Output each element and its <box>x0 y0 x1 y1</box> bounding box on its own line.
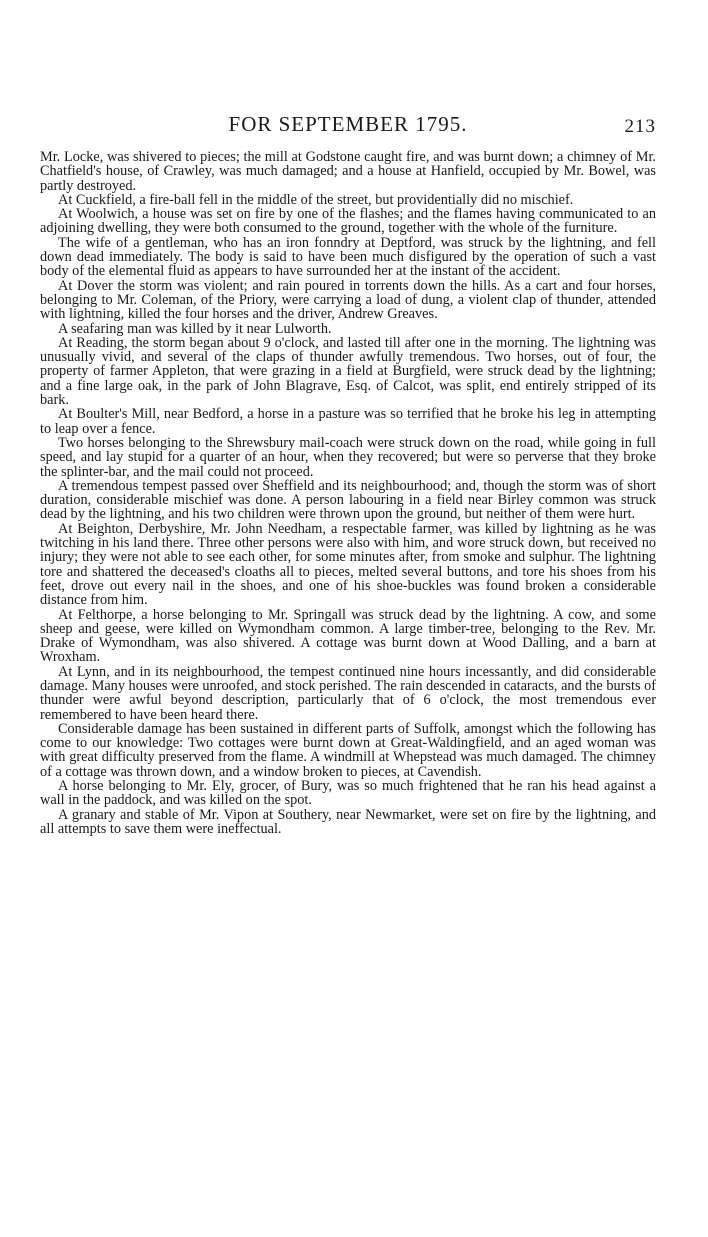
paragraph: At Cuckfield, a fire-ball fell in the middle of the street, but providentially did no mischief. <box>58 191 574 208</box>
paragraph: At Beighton, Derbyshire, Mr. John Needham, a respectable farmer, was killed by lightning as he was twitching in his land there. Three other persons were also with him, and wore struck down, but received no injury; they were not able to see each other, for some minutes after, from smoke and sulphur. The lightning tore and shattered the deceased's cloaths all to pieces, melted several buttons, and tore his shoes from his feet, drove out every nail in the shoes, and one of his shoe-buckles was found broken a considerable distance from him. <box>40 520 656 609</box>
page-number: 213 <box>624 116 656 137</box>
paragraph: At Woolwich, a house was set on fire by one of the flashes; and the flames having communicated to an adjoining dwelling, they were both consumed to the ground, together with the whole of the furniture. <box>40 206 656 237</box>
paragraph: The wife of a gentleman, who has an iron fonndry at Deptford, was struck by the lightning, and fell down dead immediately. The body is said to have been much disfigured by the operation of such a vast body of the elemental fluid as appears to have surrounded her at the instant of the accident. <box>40 234 656 280</box>
paragraph: A granary and stable of Mr. Vipon at Southery, near Newmarket, were set on fire by the lightning, and all attempts to save them were ineffectual. <box>40 806 656 837</box>
paragraph: At Dover the storm was violent; and rain poured in torrents down the hills. As a cart and four horses, belonging to Mr. Coleman, of the Priory, were carrying a load of dung, a violent clap of thunder, attended with lightning, killed the four horses and the driver, Andrew Greaves. <box>40 277 656 323</box>
paragraph: Two horses belonging to the Shrewsbury mail-coach were struck down on the road, while going in full speed, and lay stupid for a quarter of an hour, when they recovered; but were so perverse that they broke the splinter-bar, and the mail could not proceed. <box>40 434 656 480</box>
paragraph: At Reading, the storm began about 9 o'clock, and lasted till after one in the morning. The lightning was unusually vivid, and several of the claps of thunder awfully tremendous. Two horses, out of four, the property of farmer Appleton, that were grazing in a field at Burgfield, were struck dead by the lightning; and a fine large oak, in the park of John Blagrave, Esq. of Calcot, was split, end entirely stripped of its bark. <box>40 334 656 409</box>
book-page <box>40 0 656 836</box>
running-title: FOR SEPTEMBER 1795. <box>228 112 468 136</box>
paragraph: A horse belonging to Mr. Ely, grocer, of Bury, was so much frightened that he ran his head against a wall in the paddock, and was killed on the spot. <box>40 778 656 809</box>
article-body <box>40 150 656 836</box>
paragraph: A seafaring man was killed by it near Lulworth. <box>58 320 332 337</box>
paragraph: At Boulter's Mill, near Bedford, a horse in a pasture was so terrified that he broke his leg in attempting to leap over a fence. <box>40 406 656 437</box>
paragraph: At Felthorpe, a horse belonging to Mr. Springall was struck dead by the lightning. A cow, and some sheep and geese, were killed on Wymondham common. A large timber-tree, belonging to the Rev. Mr. Drake of Wymondham, was also shivered. A cottage was burnt down at Wood Dalling, and a barn at Wroxham. <box>40 606 656 666</box>
paragraph: Mr. Locke, was shivered to pieces; the mill at Godstone caught fire, and was burnt down; a chimney of Mr. Chatfield's house, of Crawley, was much damaged; and a house at Hanfield, occupied by Mr. Bowel, was partly destroyed. <box>40 149 656 194</box>
paragraph: At Lynn, and in its neighbourhood, the tempest continued nine hours incessantly, and did considerable damage. Many houses were unroofed, and stock perished. The rain descended in cataracts, and the bursts of thunder were awful beyond description, particularly that of 6 o'clock, the most tremendous ever remembered to have been heard there. <box>40 663 656 723</box>
paragraph: A tremendous tempest passed over Sheffield and its neighbourhood; and, though the storm was of short duration, considerable mischief was done. A person labouring in a field near Birley common was struck dead by the lightning, and his two children were thrown upon the ground, but neither of them were hurt. <box>40 477 656 523</box>
page-header <box>40 0 656 150</box>
paragraph: Considerable damage has been sustained in different parts of Suffolk, amongst which the following has come to our knowledge: Two cottages were burnt down at Great-Waldingfield, and an aged woman was with great difficulty preserved from the flame. A windmill at Whepstead was much damaged. The chimney of a cottage was thrown down, and a window broken to pieces, at Cavendish. <box>40 720 656 780</box>
